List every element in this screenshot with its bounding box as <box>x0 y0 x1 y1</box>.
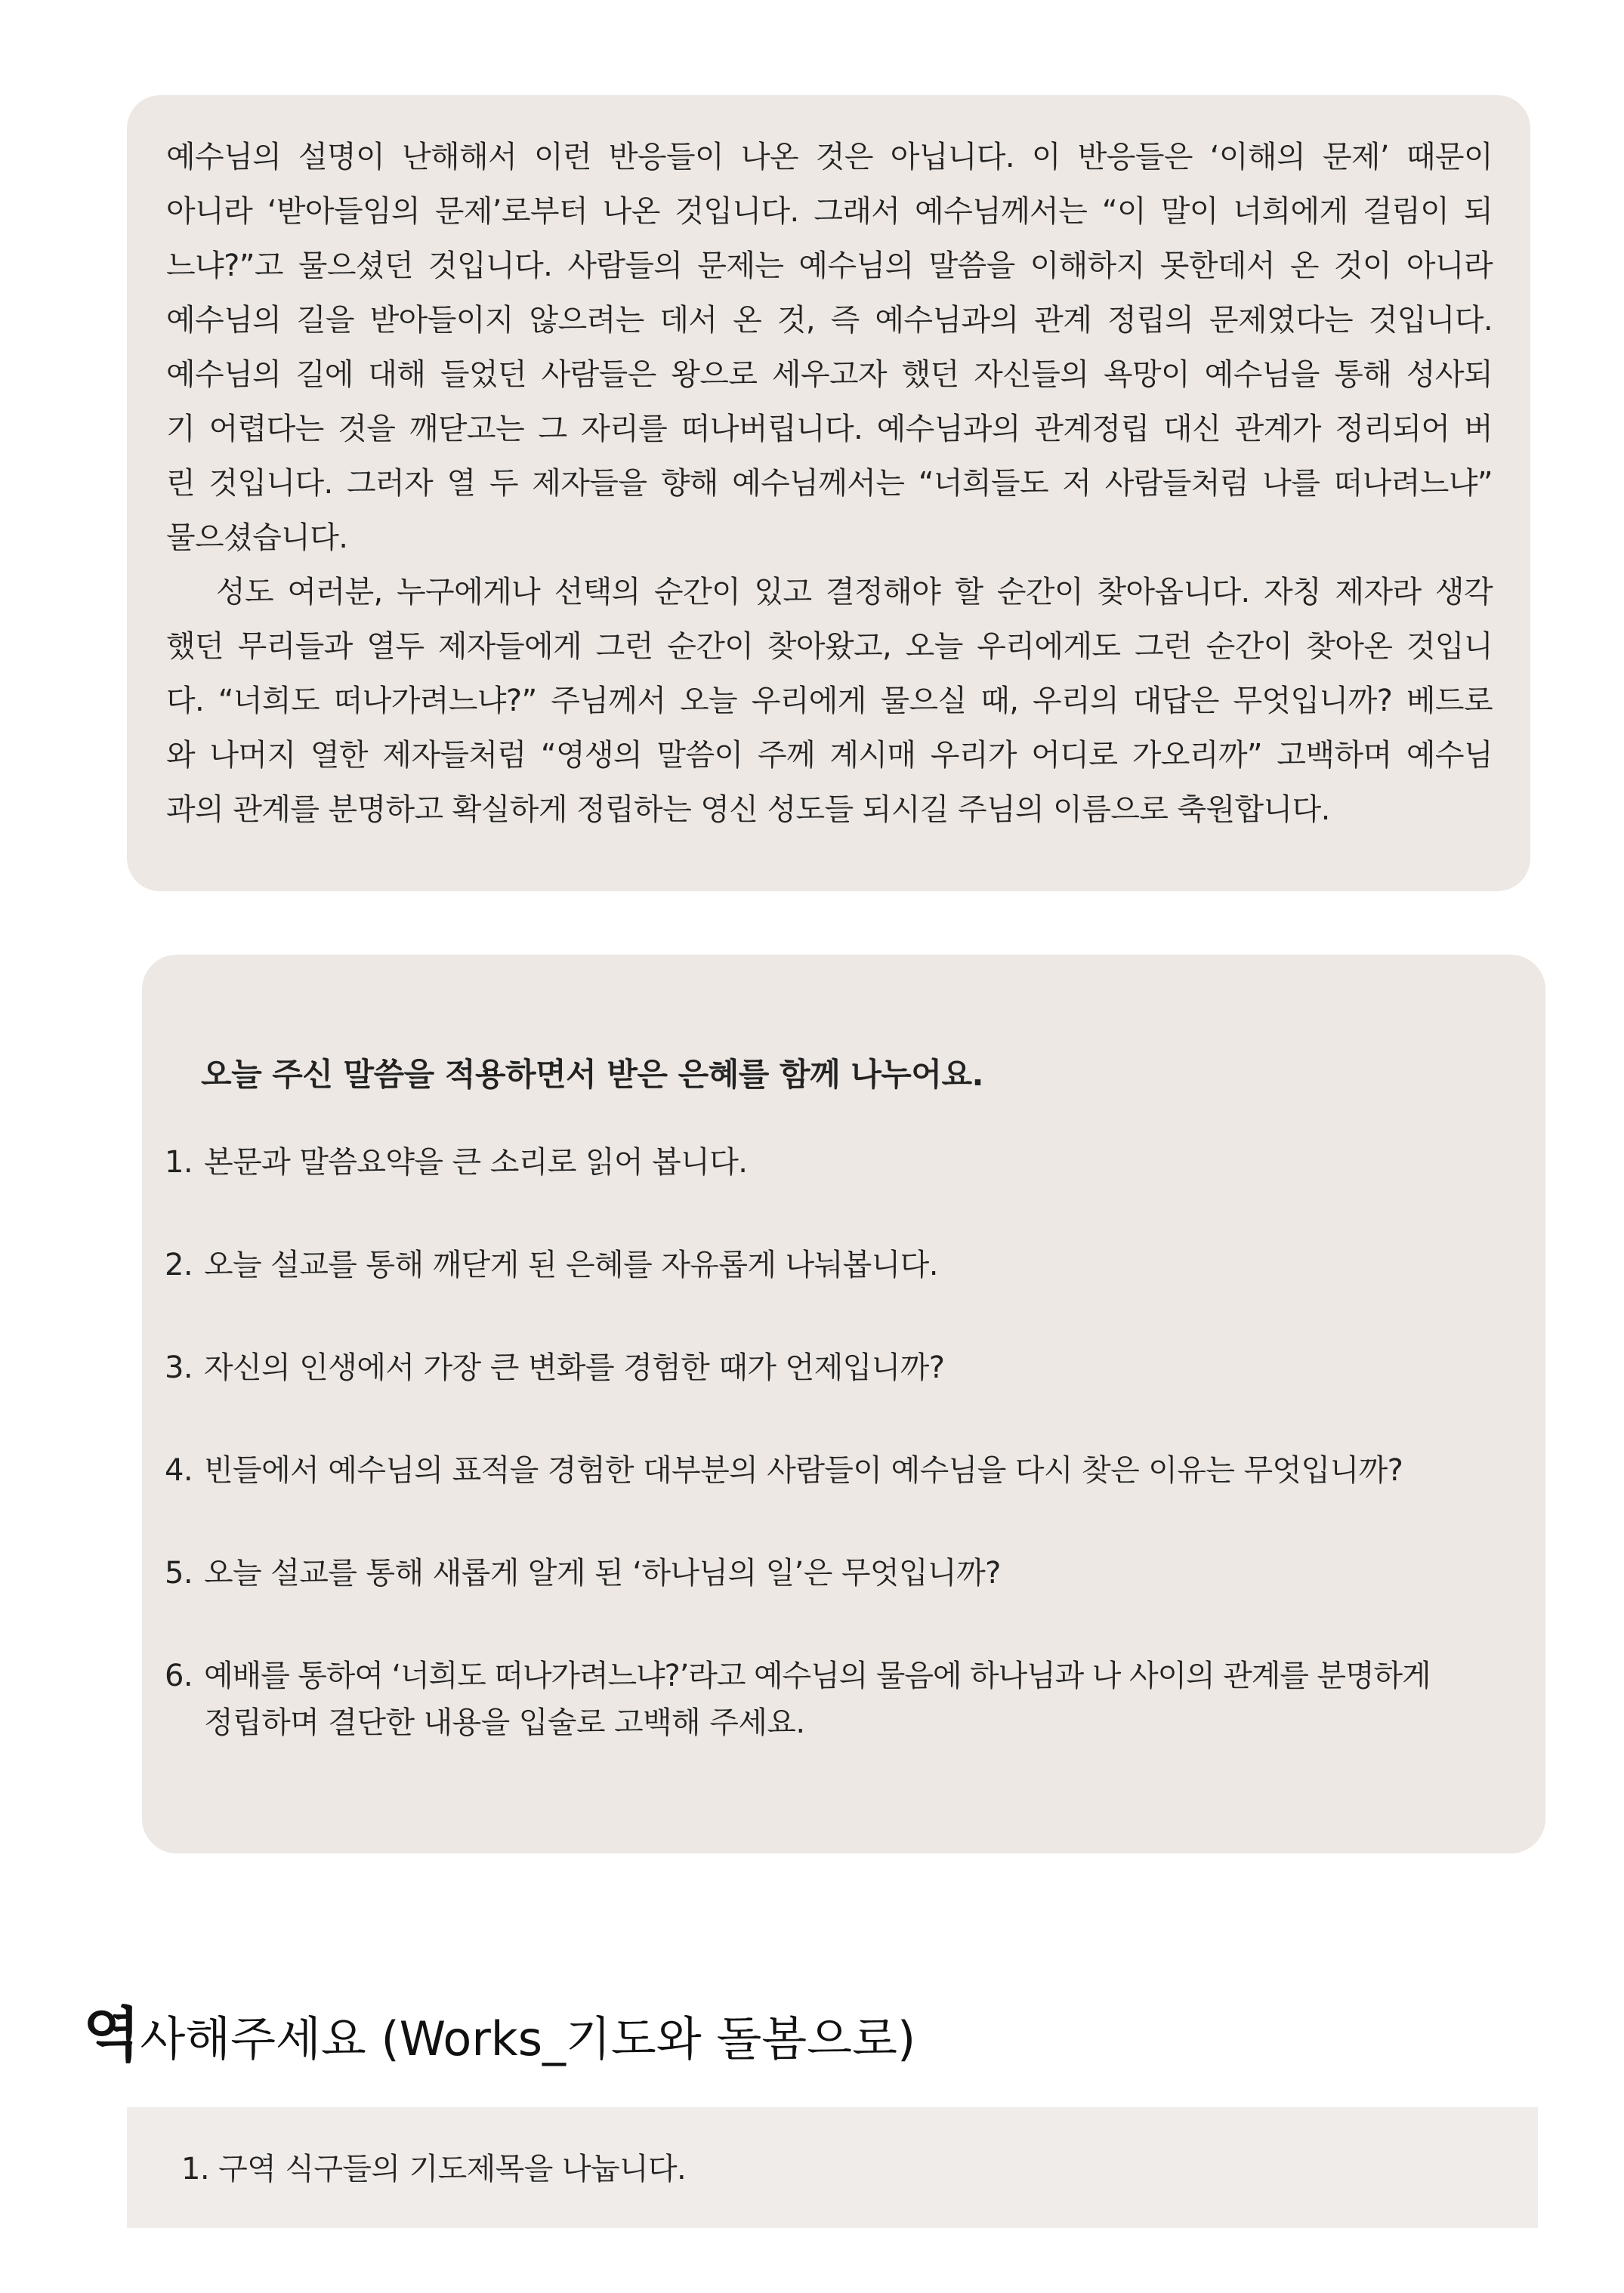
text-line: 과의 관계를 분명하고 확실하게 정립하는 영신 성도들 되시길 주님의 이름으로 축원합니다. <box>166 792 1330 827</box>
title-initial: 역 <box>83 2001 140 2069</box>
works-box <box>127 2107 1538 2228</box>
text-line: 예수님의 설명이 난해해서 이런 반응들이 나온 것은 아닙니다. 이 반응들은 ‘이해의 문제’ 때문이 <box>166 140 1493 174</box>
works-section-title <box>83 1988 915 2072</box>
question-item <box>165 1242 1545 1288</box>
works-item-number: 1. <box>181 2152 209 2187</box>
question-item <box>165 1344 1545 1391</box>
text-line: 와 나머지 열한 제자들처럼 “영생의 말씀이 주께 계시매 우리가 어디로 가오리까” 고백하며 예수님 <box>166 738 1493 773</box>
question-item <box>165 1653 1545 1746</box>
sharing-questions-box <box>142 955 1545 1853</box>
text-line: 예수님의 길을 받아들이지 않으려는 데서 온 것, 즉 예수님과의 관계 정립의 문제였다는 것입니다. <box>166 303 1493 338</box>
question-item <box>165 1550 1545 1597</box>
works-item <box>181 2145 1538 2188</box>
text-line: 물으셨습니다. <box>166 520 348 555</box>
text-line: 느냐?”고 물으셨던 것입니다. 사람들의 문제는 예수님의 말씀을 이해하지 못한데서 온 것이 아니라 <box>166 248 1493 283</box>
text-line: 했던 무리들과 열두 제자들에게 그런 순간이 찾아왔고, 오늘 우리에게도 그런 순간이 찾아온 것입니 <box>166 629 1493 664</box>
question-number: 6. <box>165 1659 193 1693</box>
text-line: 린 것입니다. 그러자 열 두 제자들을 향해 예수님께서는 “너희들도 저 사람들처럼 나를 떠나려느냐” <box>166 466 1493 501</box>
title-text: 사해주세요 (Works_기도와 돌봄으로) <box>140 2011 916 2066</box>
question-item <box>165 1139 1545 1186</box>
question-text: 빈들에서 예수님의 표적을 경험한 대부분의 사람들이 예수님을 다시 찾은 이유는 무엇입니까? <box>204 1453 1403 1488</box>
question-text: 오늘 설교를 통해 깨닫게 된 은혜를 자유롭게 나눠봅니다. <box>204 1248 938 1282</box>
question-number: 4. <box>165 1453 193 1488</box>
question-item <box>165 1447 1545 1494</box>
sermon-text-box <box>127 95 1530 891</box>
works-item-text: 구역 식구들의 기도제목을 나눕니다. <box>218 2152 687 2187</box>
question-text: 예배를 통하여 ‘너희도 떠나가려느냐?’라고 예수님의 물음에 하나님과 나 사이의 관계를 분명하게 <box>204 1659 1431 1693</box>
question-text: 자신의 인생에서 가장 큰 변화를 경험한 때가 언제입니까? <box>204 1350 945 1385</box>
text-line: 기 어렵다는 것을 깨닫고는 그 자리를 떠나버립니다. 예수님과의 관계정립 대신 관계가 정리되어 버 <box>166 412 1493 446</box>
question-number: 3. <box>165 1350 193 1385</box>
question-number: 5. <box>165 1556 193 1591</box>
question-list <box>165 1139 1545 1746</box>
question-number: 1. <box>165 1145 193 1180</box>
question-number: 2. <box>165 1248 193 1282</box>
text-line: 성도 여러분, 누구에게나 선택의 순간이 있고 결정해야 할 순간이 찾아옵니다. 자칭 제자라 생각 <box>216 575 1493 610</box>
sermon-paragraph-1 <box>166 130 1493 565</box>
text-line: 예수님의 길에 대해 들었던 사람들은 왕으로 세우고자 했던 자신들의 욕망이 예수님을 통해 성사되 <box>166 357 1493 392</box>
question-text: 본문과 말씀요약을 큰 소리로 읽어 봅니다. <box>204 1145 748 1180</box>
sermon-paragraph-2 <box>166 565 1493 837</box>
sharing-heading: 오늘 주신 말씀을 적용하면서 받은 은혜를 함께 나누어요. <box>201 1056 983 1093</box>
text-line: 아니라 ‘받아들임의 문제’로부터 나온 것입니다. 그래서 예수님께서는 “이 말이 너희에게 걸림이 되 <box>166 194 1493 229</box>
question-text: 오늘 설교를 통해 새롭게 알게 된 ‘하나님의 일’은 무엇입니까? <box>204 1556 1001 1591</box>
question-text: 정립하며 결단한 내용을 입술로 고백해 주세요. <box>204 1705 805 1740</box>
text-line: 다. “너희도 떠나가려느냐?” 주님께서 오늘 우리에게 물으실 때, 우리의 대답은 무엇입니까? 베드로 <box>166 684 1493 718</box>
